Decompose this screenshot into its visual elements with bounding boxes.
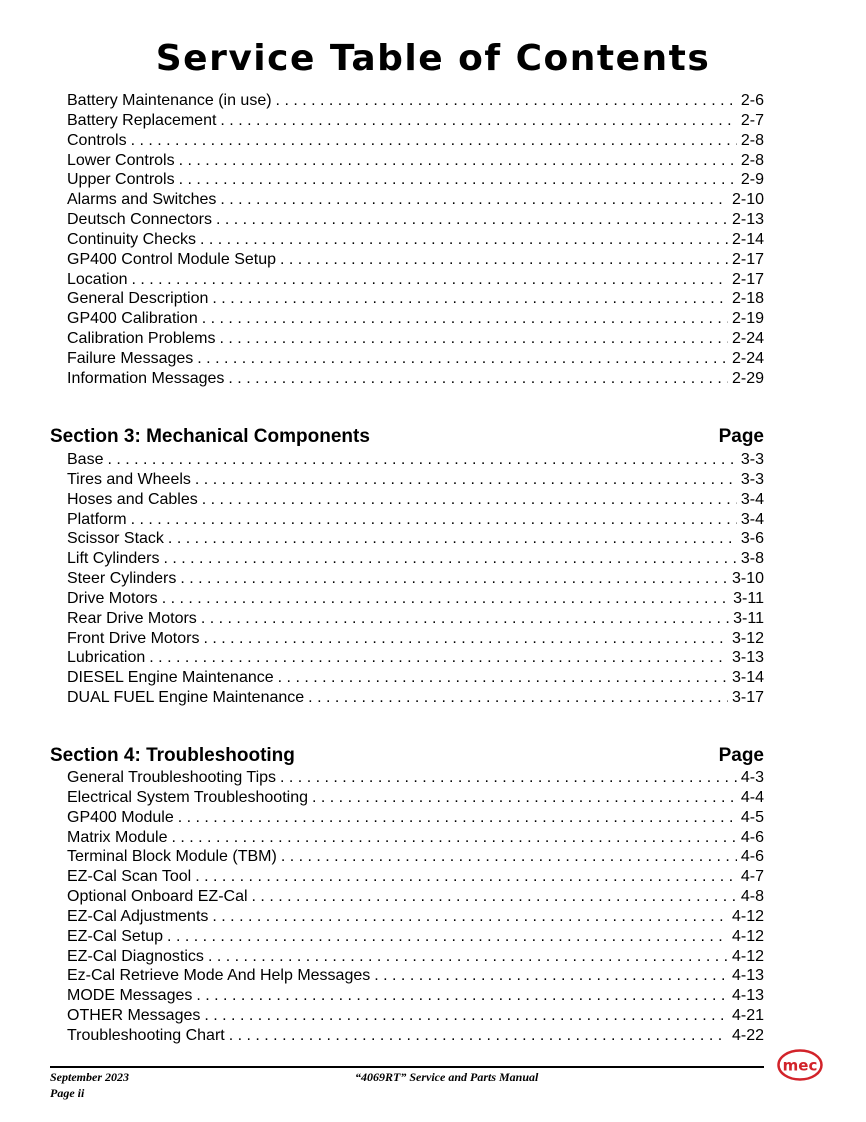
toc-entry-label: EZ-Cal Diagnostics [67, 947, 204, 965]
dot-leader [278, 668, 728, 688]
toc-entry-label: Tires and Wheels [67, 470, 191, 488]
dot-leader [208, 947, 728, 967]
toc-entry-label: Upper Controls [67, 171, 175, 189]
dot-leader [179, 151, 737, 171]
dot-leader [171, 828, 736, 848]
dot-leader [107, 450, 736, 470]
toc-entry-label: Failure Messages [67, 349, 194, 367]
dot-leader [229, 1026, 728, 1046]
dot-leader [280, 250, 728, 270]
toc-entry-label: Matrix Module [67, 828, 168, 846]
toc-entry-page: 3-3 [740, 451, 764, 468]
toc-entry-label: Hoses and Cables [67, 490, 198, 508]
toc-entry-page: 4-12 [731, 947, 764, 965]
toc-entry-page: 2-6 [740, 92, 764, 109]
toc-entry-label: General Description [67, 290, 209, 308]
toc-entry[interactable] [67, 510, 764, 530]
toc-entry[interactable] [67, 529, 764, 549]
toc-entry-label: Location [67, 270, 128, 288]
mec-logo [777, 1049, 823, 1081]
toc-entry-page: 4-12 [731, 907, 764, 925]
toc-entry-label: Calibration Problems [67, 330, 216, 348]
toc-entry-label: Drive Motors [67, 589, 158, 607]
toc-entry-label: Controls [67, 131, 127, 149]
dot-leader [162, 589, 729, 609]
dot-leader [131, 131, 737, 151]
section-4-heading: Section 4: Troubleshooting [50, 745, 295, 766]
toc-entry-label: EZ-Cal Setup [67, 927, 164, 945]
toc-entry[interactable] [67, 609, 764, 629]
toc-entry-label: Ez-Cal Retrieve Mode And Help Messages [67, 967, 371, 985]
dot-leader [281, 847, 737, 867]
dot-leader [163, 549, 736, 569]
dot-leader [200, 230, 728, 250]
toc-entry-label: Base [67, 451, 104, 468]
toc-entry-label: Troubleshooting Chart [67, 1026, 225, 1044]
toc-entry[interactable] [67, 986, 764, 1006]
section-3-page-label: Page [718, 426, 764, 447]
toc-entry[interactable] [67, 210, 764, 230]
dot-leader [220, 111, 736, 131]
dot-leader [220, 190, 728, 210]
toc-entry-label: Electrical System Troubleshooting [67, 788, 308, 806]
section-3-heading-row [50, 426, 764, 448]
footer-manual-title: “4069RT” Service and Parts Manual [355, 1070, 539, 1084]
toc-entry-label: Continuity Checks [67, 230, 196, 248]
toc-entry[interactable] [67, 828, 764, 848]
dot-leader [197, 349, 728, 369]
toc-entry-label: Battery Maintenance (in use) [67, 92, 272, 109]
toc-entry-page: 4-7 [740, 868, 764, 886]
toc-entry-page: 2-9 [740, 171, 764, 189]
toc-entry-page: 2-17 [731, 270, 764, 288]
toc-entry-page: 4-4 [740, 788, 764, 806]
toc-entry-page: 2-7 [740, 111, 764, 129]
toc-entry-page: 3-10 [731, 570, 764, 588]
toc-entry-page: 2-29 [731, 369, 764, 387]
dot-leader [308, 688, 728, 708]
dot-leader [276, 91, 737, 111]
dot-leader [212, 289, 728, 309]
toc-entry[interactable] [67, 369, 764, 389]
toc-entry-label: Front Drive Motors [67, 629, 200, 647]
toc-entry[interactable] [67, 349, 764, 369]
toc-entry-page: 2-8 [740, 131, 764, 149]
toc-entry-page: 3-17 [731, 689, 764, 707]
toc-entry[interactable] [67, 808, 764, 828]
toc-entry-page: 2-19 [731, 310, 764, 328]
dot-leader [212, 907, 728, 927]
toc-entry[interactable] [67, 91, 764, 111]
toc-entry-label: Platform [67, 510, 127, 528]
toc-entry[interactable] [67, 1006, 764, 1026]
toc-entry[interactable] [67, 450, 764, 470]
page-title: Service Table of Contents [155, 38, 711, 79]
toc-entry-page: 2-24 [731, 330, 764, 348]
toc-entry[interactable] [67, 309, 764, 329]
toc-entry-page: 4-5 [740, 808, 764, 826]
toc-entry[interactable] [67, 927, 764, 947]
dot-leader [204, 1006, 728, 1026]
toc-entry[interactable] [67, 1026, 764, 1046]
toc-entry[interactable] [67, 629, 764, 649]
dot-leader [374, 966, 728, 986]
toc-entry[interactable] [67, 270, 764, 290]
toc-entry-page: 3-13 [731, 649, 764, 667]
dot-leader [252, 887, 737, 907]
toc-entry-page: 3-6 [740, 530, 764, 548]
toc-entry-label: Lower Controls [67, 151, 175, 169]
dot-leader [132, 270, 728, 290]
dot-leader [195, 867, 737, 887]
toc-entry[interactable] [67, 111, 764, 131]
mec-logo-text: mec [782, 1056, 818, 1075]
toc-entry[interactable] [67, 170, 764, 190]
dot-leader [131, 510, 737, 530]
section-4-entries [67, 768, 764, 1046]
toc-entry-page: 2-8 [740, 151, 764, 169]
dot-leader [220, 329, 728, 349]
toc-entry-page: 4-21 [731, 1007, 764, 1025]
toc-entry-label: Lift Cylinders [67, 550, 160, 568]
toc-entry-page: 2-14 [731, 230, 764, 248]
toc-entry-page: 3-14 [731, 669, 764, 687]
section-3-heading: Section 3: Mechanical Components [50, 426, 370, 447]
toc-entry-label: EZ-Cal Adjustments [67, 907, 209, 925]
dot-leader [228, 369, 728, 389]
toc-entry-page: 4-13 [731, 987, 764, 1005]
toc-entry-page: 2-24 [731, 349, 764, 367]
footer-page-number: Page ii [50, 1086, 85, 1100]
toc-entry-page: 2-10 [731, 191, 764, 209]
section-3-entries [67, 450, 764, 708]
toc-entry[interactable] [67, 668, 764, 688]
toc-entry[interactable] [67, 151, 764, 171]
toc-entry-label: GP400 Control Module Setup [67, 250, 277, 268]
toc-entry[interactable] [67, 131, 764, 151]
toc-entry-page: 4-13 [731, 967, 764, 985]
toc-entry[interactable] [67, 569, 764, 589]
toc-entry[interactable] [67, 589, 764, 609]
toc-entry-page: 3-8 [740, 550, 764, 568]
toc-entry[interactable] [67, 329, 764, 349]
toc-entry[interactable] [67, 768, 764, 788]
dot-leader [202, 490, 737, 510]
toc-entry[interactable] [67, 230, 764, 250]
toc-entry[interactable] [67, 490, 764, 510]
dot-leader [201, 609, 729, 629]
toc-entry-page: 4-6 [740, 848, 764, 866]
toc-entry-page: 4-3 [740, 769, 764, 786]
toc-entry[interactable] [67, 966, 764, 986]
toc-entry[interactable] [67, 847, 764, 867]
toc-entry-label: GP400 Calibration [67, 310, 198, 328]
dot-leader [168, 529, 737, 549]
toc-entry-label: Optional Onboard EZ-Cal [67, 888, 248, 906]
toc-entry-page: 2-17 [731, 250, 764, 268]
toc-entry-label: General Troubleshooting Tips [67, 769, 277, 786]
toc-entry-label: Terminal Block Module (TBM) [67, 848, 277, 866]
dot-leader [179, 170, 737, 190]
section-4-heading-row [50, 745, 764, 767]
toc-entry[interactable] [67, 907, 764, 927]
toc-entry-label: Steer Cylinders [67, 570, 177, 588]
toc-entry-label: DUAL FUEL Engine Maintenance [67, 689, 305, 707]
dot-leader [180, 569, 728, 589]
dot-leader [280, 768, 737, 788]
dot-leader [178, 808, 737, 828]
footer-date: September 2023 [50, 1070, 129, 1084]
toc-entry-label: DIESEL Engine Maintenance [67, 669, 274, 687]
toc-entry-label: GP400 Module [67, 808, 174, 826]
footer-rule [50, 1066, 764, 1068]
toc-entry[interactable] [67, 549, 764, 569]
toc-entry-label: OTHER Messages [67, 1007, 201, 1025]
toc-entry-label: Battery Replacement [67, 111, 217, 129]
toc-entry-page: 2-18 [731, 290, 764, 308]
toc-entry-page: 4-22 [731, 1026, 764, 1044]
dot-leader [203, 629, 728, 649]
section-4-page-label: Page [718, 745, 764, 766]
toc-entry-label: MODE Messages [67, 987, 193, 1005]
toc-entry[interactable] [67, 947, 764, 967]
toc-entry-page: 3-4 [740, 510, 764, 528]
toc-entry-label: Scissor Stack [67, 530, 164, 548]
toc-entry-page: 4-12 [731, 927, 764, 945]
footer-left [50, 1069, 129, 1101]
toc-entry[interactable] [67, 648, 764, 668]
dot-leader [216, 210, 728, 230]
dot-leader [167, 927, 728, 947]
toc-entry-page: 4-6 [740, 828, 764, 846]
toc-entry-label: Rear Drive Motors [67, 609, 197, 627]
section-2-entries [67, 91, 764, 389]
toc-entry-label: Lubrication [67, 649, 146, 667]
dot-leader [202, 309, 728, 329]
toc-entry[interactable] [67, 250, 764, 270]
toc-entry[interactable] [67, 190, 764, 210]
toc-entry[interactable] [67, 688, 764, 708]
toc-entry-page: 3-11 [733, 609, 764, 627]
dot-leader [149, 648, 728, 668]
toc-entry[interactable] [67, 788, 764, 808]
toc-entry-page: 4-8 [740, 888, 764, 906]
dot-leader [312, 788, 737, 808]
toc-entry-page: 3-3 [740, 470, 764, 488]
toc-entry-page: 3-12 [731, 629, 764, 647]
toc-entry[interactable] [67, 289, 764, 309]
dot-leader [195, 470, 737, 490]
toc-entry-label: Deutsch Connectors [67, 211, 212, 229]
toc-entry-page: 3-4 [740, 490, 764, 508]
toc-entry[interactable] [67, 887, 764, 907]
toc-entry-label: Information Messages [67, 369, 225, 387]
toc-entry-page: 2-13 [731, 211, 764, 229]
toc-entry[interactable] [67, 867, 764, 887]
toc-entry-label: Alarms and Switches [67, 191, 217, 209]
toc-entry-page: 3-11 [733, 589, 764, 607]
toc-entry-label: EZ-Cal Scan Tool [67, 868, 192, 886]
toc-entry[interactable] [67, 470, 764, 490]
dot-leader [196, 986, 728, 1006]
